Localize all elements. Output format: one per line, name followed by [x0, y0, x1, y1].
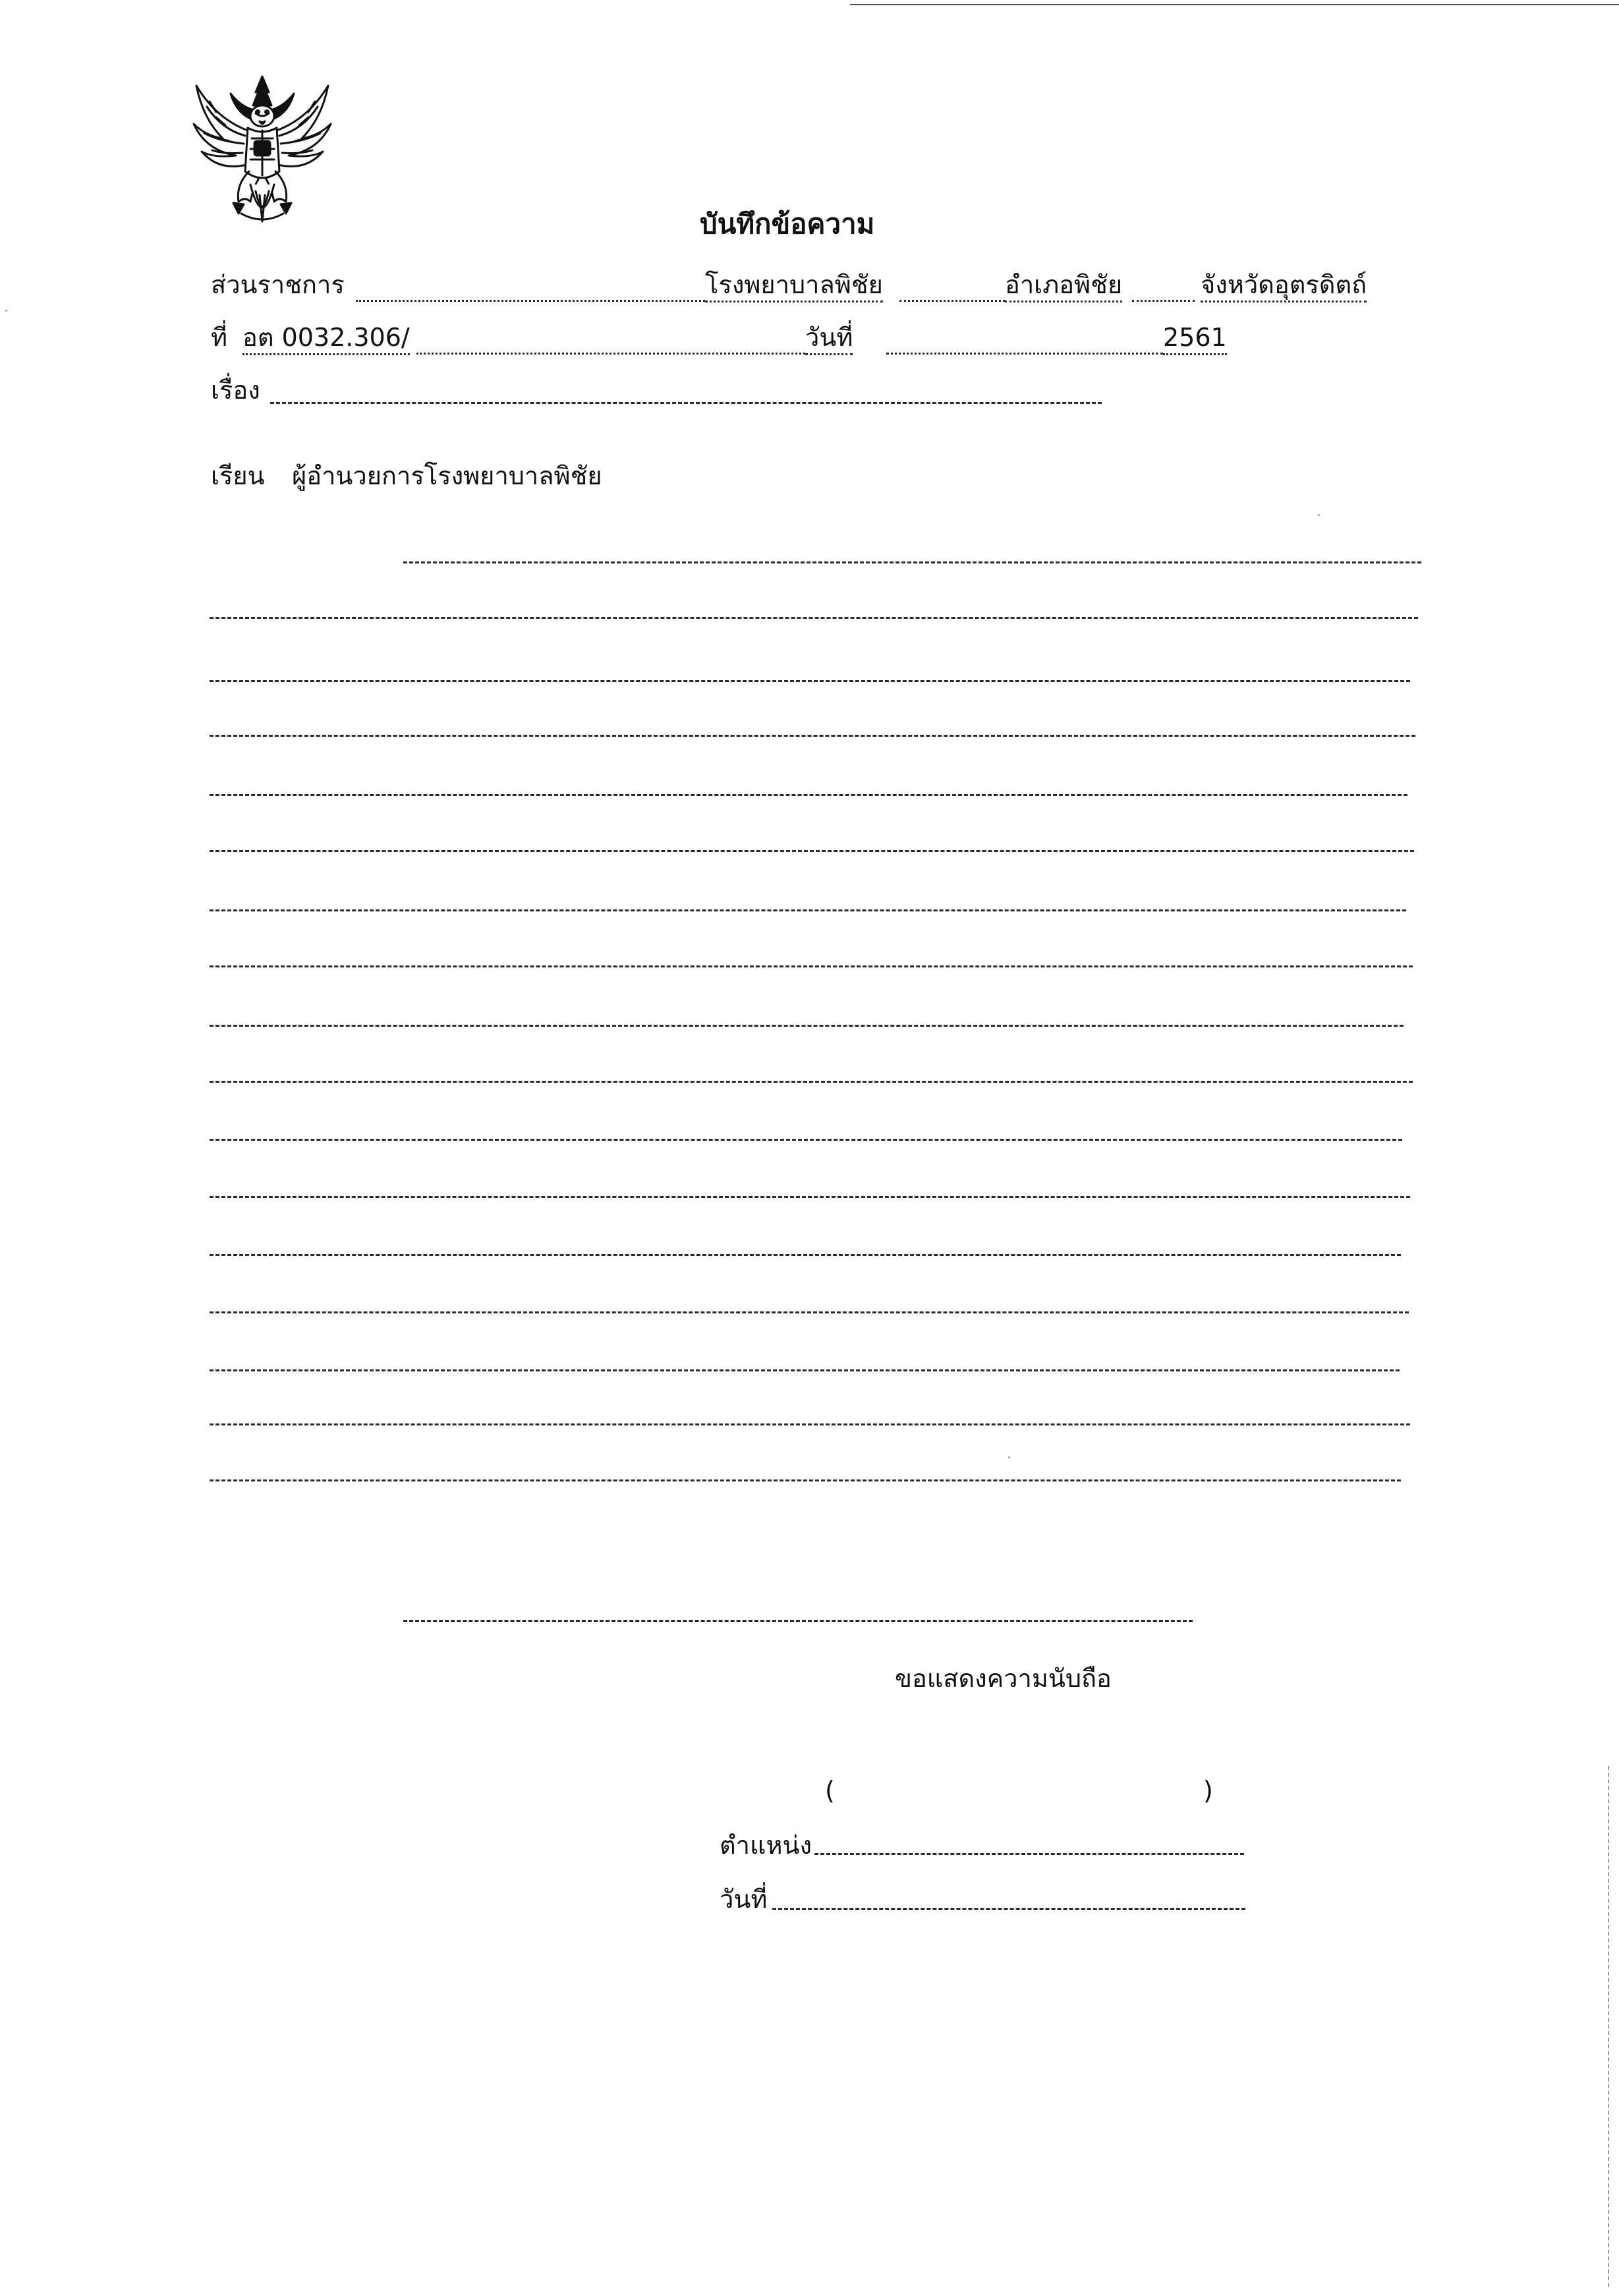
- garuda-emblem: [190, 72, 335, 234]
- body-line: [210, 1139, 1402, 1141]
- body-line: [210, 1311, 1409, 1313]
- body-line: [210, 965, 1413, 967]
- body-line: [210, 617, 1418, 619]
- signature-close-paren: ): [1203, 1776, 1213, 1805]
- agency-label: ส่วนราชการ: [211, 270, 345, 299]
- scan-speck: [1318, 514, 1320, 516]
- province-name: จังหวัดอุตรดิตถ์: [1201, 270, 1367, 302]
- subject-label: เรื่อง: [211, 376, 260, 405]
- sign-date-fill-line: [772, 1908, 1245, 1910]
- agency-name: โรงพยาบาลพิชัย: [705, 270, 883, 302]
- body-line: [210, 1025, 1404, 1027]
- scan-speck: [1008, 1456, 1010, 1458]
- date-fill-line: [886, 353, 1163, 355]
- ref-label: ที่: [211, 323, 228, 352]
- agency-fill-line: [356, 300, 705, 302]
- body-line: [210, 1196, 1410, 1198]
- district-name: อำเภอพิชัย: [1005, 270, 1122, 302]
- signature-open-paren: (: [825, 1776, 835, 1805]
- body-line: [210, 794, 1407, 796]
- body-line: [210, 1081, 1413, 1083]
- body-line: [210, 1479, 1401, 1481]
- body-line: [210, 850, 1414, 852]
- to-label: เรียน: [211, 461, 265, 490]
- scan-edge-top: [850, 4, 1619, 5]
- position-fill-line: [814, 1853, 1244, 1855]
- scan-speck: [5, 310, 7, 312]
- body-line: [210, 1369, 1400, 1371]
- body-line: [210, 735, 1415, 737]
- scan-edge-right: [1608, 1766, 1609, 2287]
- year-value: 2561: [1163, 323, 1227, 355]
- garuda-icon: [190, 72, 335, 234]
- to-recipient: ผู้อำนวยการโรงพยาบาลพิชัย: [292, 461, 602, 490]
- subject-fill-line: [270, 402, 1102, 404]
- closing-text: ขอแสดงความนับถือ: [895, 1664, 1112, 1693]
- sign-date-label: วันที่: [720, 1885, 768, 1914]
- date-label: วันที่: [805, 323, 853, 355]
- body-line: [210, 680, 1410, 682]
- body-line: [210, 1254, 1401, 1256]
- ref-number: อต 0032.306/: [242, 323, 410, 355]
- agency-fill-line-2: [899, 300, 1005, 302]
- body-line: [210, 1423, 1410, 1425]
- district-fill-line: [1132, 300, 1195, 302]
- document-title: บันทึกข้อความ: [700, 208, 875, 240]
- body-line: [403, 561, 1421, 563]
- closing-paragraph-line: [403, 1620, 1193, 1622]
- ref-fill-line: [416, 353, 805, 355]
- body-line: [210, 909, 1406, 911]
- position-label: ตำแหน่ง: [720, 1831, 812, 1860]
